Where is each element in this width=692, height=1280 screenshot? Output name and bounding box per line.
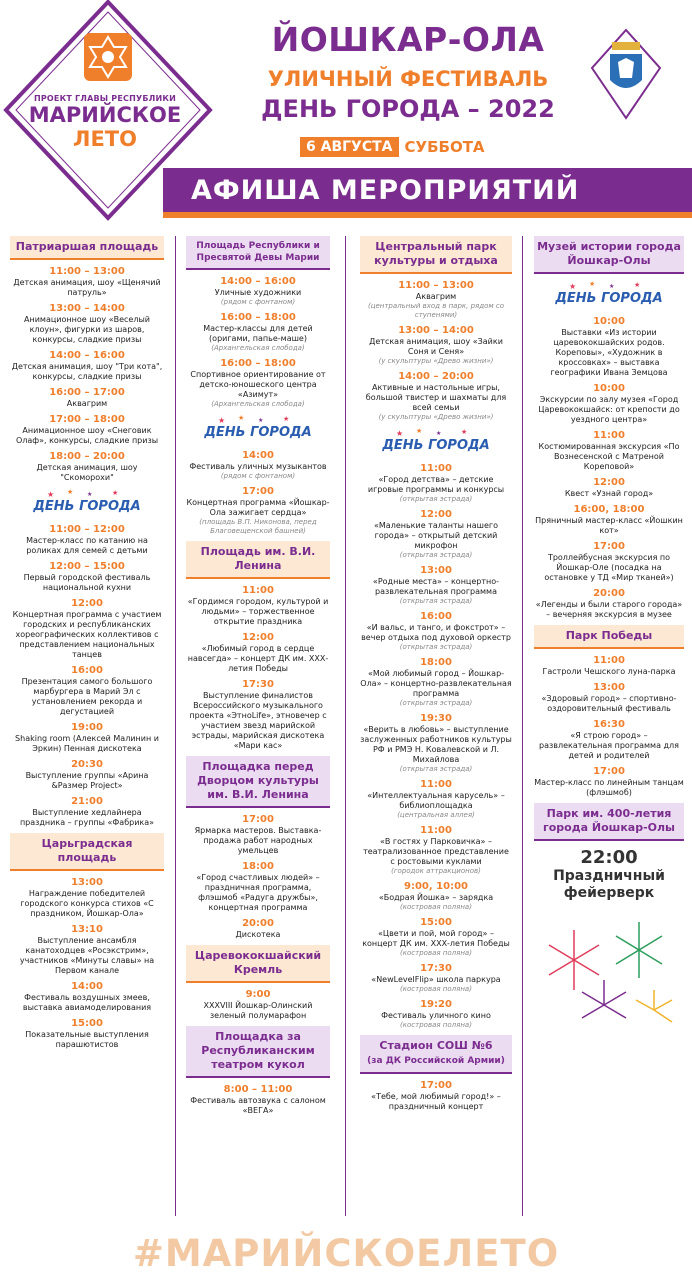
svg-text:★: ★ — [436, 430, 442, 437]
event-item: 20:00 «Легенды и были старого города» – вечерняя экскурсия в музее — [535, 588, 683, 619]
event-item: 12:00 «Любимый город в сердце навсегда» – концерт ДК им. ХХХ-летия Победы — [187, 632, 329, 673]
event-item: 17:00 – 18:00 Анимационное шоу «Снеговик Олаф», конкурсы, сладкие призы — [15, 414, 159, 445]
mari-summer-logo-icon — [84, 33, 132, 81]
event-item: 14:00 Фестиваль воздушных змеев, выставка авиамоделирования — [22, 981, 152, 1012]
event-item: 14:00 – 20:00 Активные и настольные игры, большой твистер и шахматы для всей семьи (у скульптуры «Древо жизни») — [365, 371, 507, 421]
venue-tsargrad: Царьградская площадь — [10, 833, 164, 871]
event-item: 17:00 Концертная программа «Йошкар-Ола зажигает сердца» (площадь В.П. Никонова, перед Благовещенской башней) — [186, 486, 330, 535]
event-item: 17:00 Ярмарка мастеров. Выставка-продажа работ народных умельцев — [194, 814, 322, 855]
brand-pre: ПРОЕКТ ГЛАВЫ РЕСПУБЛИКИ — [33, 94, 177, 103]
event-item: 16:00 «И вальс, и танго, и фокстрот» – вечер отдыха под духовой оркестр (открытая эстрада) — [361, 611, 511, 651]
event-item: 16:00, 18:00 Пряничный мастер-класс «Йошкин кот» — [535, 504, 683, 535]
svg-text:★: ★ — [258, 417, 264, 424]
venue-teatr: Площадка за Республиканским театром кукол — [186, 1026, 330, 1078]
event-item: 11:00 «Город детства» – детские игровые программы и конкурсы (открытая эстрада) — [367, 463, 505, 503]
event-item: 21:00 Выступление хедлайнера праздника – группы «Фабрика» — [19, 796, 155, 827]
event-item: 12:00 Концертная программа с участием городских и республиканских хореографических коллективов с представлением национальных танцев — [12, 598, 162, 659]
event-item: 19:20 Фестиваль уличного кино (костровая поляна) — [381, 999, 491, 1029]
event-item: 9:00 XXXVIII Йошкар-Олинский зеленый полумарафон — [203, 989, 313, 1020]
event-item: 12:00 – 15:00 Первый городской фестиваль национальной кухни — [23, 561, 151, 592]
city-title: ЙОШКАР-ОЛА — [271, 20, 545, 59]
fireworks-icon — [534, 910, 684, 1044]
event-item: 17:30 «NewLevelFlip» школа паркура (костровая поляна) — [371, 963, 501, 993]
svg-text:★: ★ — [87, 491, 93, 498]
event-item: 11:00 – 13:00 Аквагрим (центральный вход в парк, рядом со ступенями) — [367, 280, 505, 319]
svg-text:★: ★ — [609, 283, 615, 290]
hashtag: #МАРИЙСКОЕЛЕТО — [132, 1232, 560, 1275]
venue-stadion: Стадион СОШ №6 (за ДК Российской Армии) — [360, 1035, 512, 1074]
event-item: 17:30 Выступление финалистов Всероссийского музыкального проекта «ЭтноLife», этновечер с участием звезд марийской эстрады, марийская дискотека «Мари кас» — [189, 679, 327, 750]
venue-patriarshaya: Патриаршая площадь — [10, 236, 164, 260]
event-item: 14:00 – 16:00 Детская анимация, шоу "Три кота", конкурсы, сладкие призы — [11, 350, 163, 381]
event-item: 13:00 – 14:00 Детская анимация, шоу «Зайки Соня и Сеня» (у скульптуры «Древо жизни») — [369, 325, 503, 365]
event-item: 12:00 «Маленькие таланты нашего города» – открытый детский микрофон (открытая эстрада) — [374, 509, 498, 559]
day-logo: ★ ★ ★ ★ ДЕНЬ ГОРОДА — [186, 414, 330, 444]
venue-park-pobedy: Парк Победы — [534, 625, 684, 649]
date-row — [300, 136, 485, 158]
brand-text — [0, 94, 210, 151]
event-item: 10:00 Выставки «Из истории царевококшайских родов. Кореповы», «Художник в кроссовках» – выставка географики Ивана Земцова — [550, 316, 668, 377]
event-item: 20:00 Дискотека — [235, 918, 281, 939]
event-item: 13:00 «Родные места» – концертно-развлекательная программа (открытая эстрада) — [372, 565, 500, 605]
column-divider — [522, 236, 523, 1216]
event-item: 15:00 «Цвети и пой, мой город» – концерт ДК им. ХХХ-летия Победы (костровая поляна) — [362, 917, 510, 957]
event-item: 11:00 – 12:00 Мастер-класс по катанию на роликах для семей с детьми — [26, 524, 148, 555]
event-item: 14:00 Фестиваль уличных музыкантов (рядом с фонтаном) — [189, 450, 327, 480]
event-item: 14:00 – 16:00 Уличные художники (рядом с фонтаном) — [214, 276, 302, 306]
event-item: 13:10 Выступление ансамбля канатоходцев «Росэкстрим», участников «Минуты славы» на Первом канале — [19, 924, 155, 975]
brand-line1: МАРИЙСКОЕ — [28, 103, 182, 127]
venue-park: Центральный парк культуры и отдыха — [360, 236, 512, 274]
festival-title: УЛИЧНЫЙ ФЕСТИВАЛЬ — [267, 67, 549, 91]
svg-text:★: ★ — [569, 282, 577, 291]
event-item: 16:00 – 18:00 Спортивное ориентирование от детско-юношеского центра «Азимут» (Архангельская слобода) — [190, 358, 326, 408]
fireworks-label: Праздничный фейерверк — [553, 868, 665, 901]
event-item: 13:00 Награждение победителей городского конкурса стихов «С праздником, Йошкар-Ола» — [20, 877, 154, 918]
event-item: 10:00 Экскурсии по залу музея «Город Царевококшайск: от крепости до уездного центра» — [538, 383, 680, 424]
svg-text:★: ★ — [589, 280, 596, 288]
venue-respubliki: Площадь Республики и Пресвятой Девы Марии — [186, 236, 330, 270]
venue-dvorets: Площадка перед Дворцом культуры им. В.И. Ленина — [186, 756, 330, 808]
event-item: 11:00 Костюмированная экскурсия «По Вознесенской с Матреной Кореповой» — [538, 430, 680, 471]
event-item: 20:30 Выступление группы «Арина &Размер Project» — [25, 759, 149, 790]
event-item: 8:00 – 11:00 Фестиваль автозвука с салоном «ВЕГА» — [190, 1084, 326, 1115]
day-logo: ★ ★ ★ ★ ДЕНЬ ГОРОДА — [360, 427, 512, 457]
event-item: 16:00 – 18:00 Мастер-классы для детей (оригами, папье-маше) (Архангельская слобода) — [203, 312, 313, 352]
event-item: 17:00 Троллейбусная экскурсия по Йошкар-Оле (посадка на остановке у ТД «Мир тканей») — [544, 541, 674, 582]
svg-text:★: ★ — [218, 416, 226, 425]
event-item: 11:00 Гастроли Чешского луна-парка — [542, 655, 676, 676]
brand-line2: ЛЕТО — [73, 127, 137, 151]
venue-park-400: Парк им. 400-летия города Йошкар-Олы — [534, 803, 684, 841]
event-item: 13:00 «Здоровый город» – спортивно-оздоровительный фестиваль — [541, 682, 677, 713]
column-divider — [175, 236, 176, 1216]
event-item: 18:00 «Мой любимый город – Йошкар-Ола» – концертно-развлекательная программа (открытая эстрада) — [360, 657, 512, 707]
svg-text:★: ★ — [47, 490, 55, 499]
afisha-banner: АФИША МЕРОПРИЯТИЙ — [163, 168, 692, 212]
weekday: СУББОТА — [404, 138, 485, 156]
svg-text:★: ★ — [238, 414, 245, 422]
column-1 — [10, 236, 164, 1055]
svg-text:★: ★ — [67, 488, 74, 496]
svg-text:★: ★ — [461, 428, 468, 436]
day-logo: ★ ★ ★ ★ ДЕНЬ ГОРОДА — [534, 280, 684, 310]
venue-kreml: Царевококшайский Кремль — [186, 945, 330, 983]
day-title: ДЕНЬ ГОРОДА – 2022 — [261, 95, 555, 123]
column-4 — [534, 236, 684, 1044]
svg-text:★: ★ — [112, 489, 119, 497]
date-badge: 6 АВГУСТА — [300, 137, 399, 157]
event-item: 18:00 – 20:00 Детская анимация, шоу "Скоморохи" — [36, 451, 138, 482]
svg-text:★: ★ — [416, 427, 423, 435]
event-item: 12:00 Квест «Узнай город» — [564, 477, 654, 498]
event-item: 11:00 «Интеллектуальная карусель» – библиоплощадка (центральная аллея) — [367, 779, 505, 819]
day-logo: ★ ★ ★ ★ ДЕНЬ ГОРОДА — [10, 488, 164, 518]
event-item: 11:00 «В гостях у Парковичка» – театрализованное представление с ростовыми куклами (городок аттракционов) — [363, 825, 509, 875]
venue-muzey: Музей истории города Йошкар-Олы — [534, 236, 684, 274]
event-item: 19:00 Shaking room (Алексей Малинин и Эркин) Пенная дискотека — [15, 722, 159, 753]
venue-lenina: Площадь им. В.И. Ленина — [186, 541, 330, 579]
afisha-strip — [163, 212, 692, 218]
fireworks-time: 22:00 — [580, 847, 638, 868]
event-item: 17:00 Мастер-класс по линейным танцам (флэшмоб) — [534, 766, 684, 797]
column-divider — [345, 236, 346, 1216]
svg-text:★: ★ — [634, 281, 641, 289]
column-3 — [360, 236, 512, 1117]
event-item: 11:00 – 13:00 Детская анимация, шоу «Щенячий патруль» — [13, 266, 161, 297]
svg-text:★: ★ — [396, 429, 404, 438]
event-item: 11:00 «Гордимся городом, культурой и людьми» – торжественное открытие праздника — [187, 585, 329, 626]
event-item: 17:00 «Тебе, мой любимый город!» – праздничный концерт — [371, 1080, 501, 1111]
column-2 — [186, 236, 330, 1121]
event-item: 13:00 – 14:00 Анимационное шоу «Веселый клоун», фигурки из шаров, конкурсы, сладкие призы — [24, 303, 150, 344]
event-item: 16:30 «Я строю город» – развлекательная программа для детей и родителей — [539, 719, 679, 760]
event-item: 18:00 «Город счастливых людей» – праздничная программа, флэшмоб «Радуга дружбы», концертная программа — [196, 861, 320, 912]
event-item: 19:30 «Верить в любовь» – выступление заслуженных работников культуры РФ и РМЭ Н. Ковалевской и Л. Михайлова (открытая эстрада) — [360, 713, 512, 773]
city-crest-icon — [590, 28, 662, 120]
event-item: 9:00, 10:00 «Бодрая Йошка» – зарядка (костровая поляна) — [378, 881, 494, 911]
event-item: 15:00 Показательные выступления парашютистов — [25, 1018, 149, 1049]
event-item: 16:00 Презентация самого большого марбургера в Марий Эл с установлением рекорда и дегустацией — [21, 665, 153, 716]
svg-text:★: ★ — [283, 415, 290, 423]
event-item: 16:00 – 17:00 Аквагрим — [49, 387, 125, 408]
